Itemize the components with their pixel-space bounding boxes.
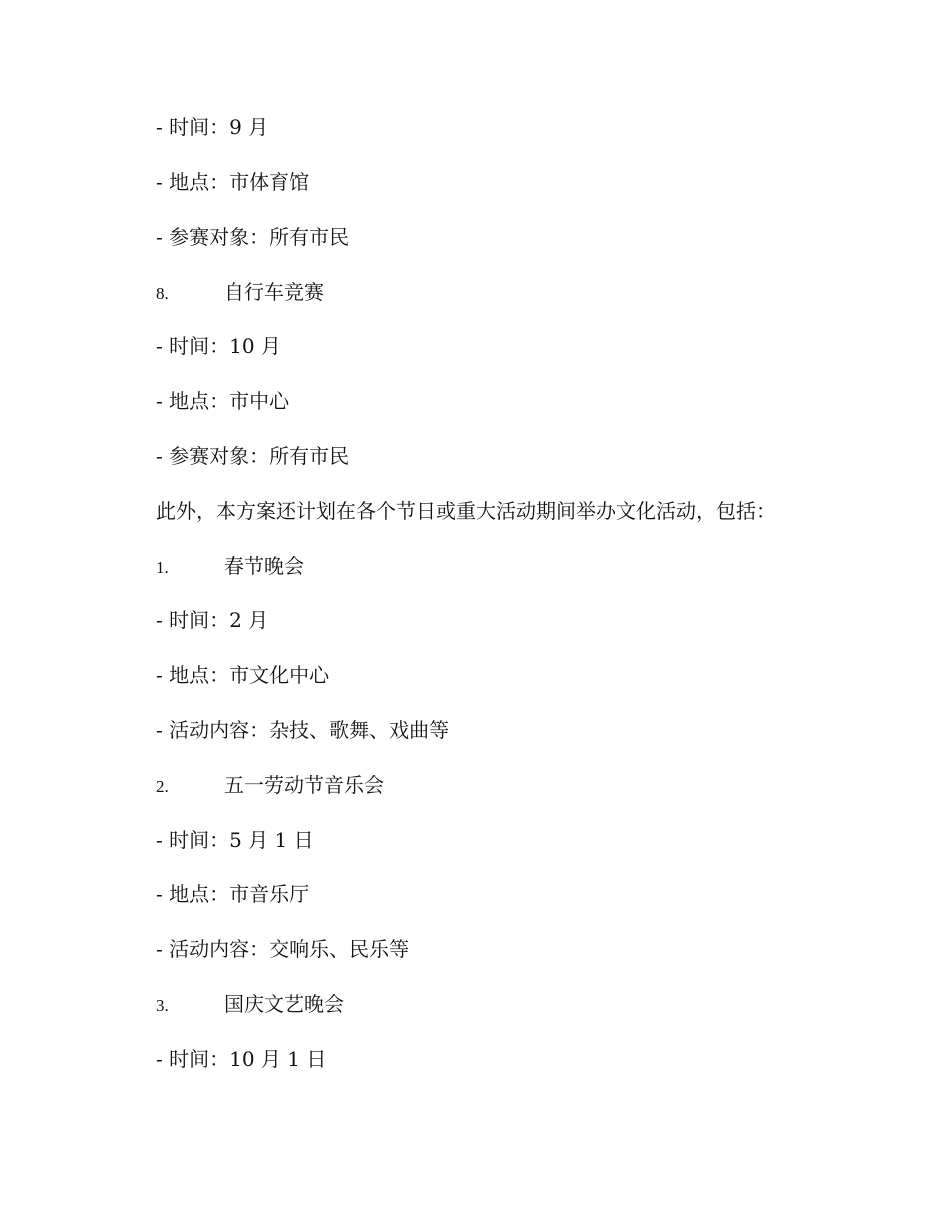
detail-line: - 地点：市音乐厅 (156, 882, 310, 906)
detail-line: - 地点：市文化中心 (156, 663, 330, 687)
detail-line: - 活动内容：杂技、歌舞、戏曲等 (156, 718, 450, 742)
numbered-item (156, 990, 344, 1020)
detail-line: - 时间：10 月 (156, 334, 281, 358)
detail-line: - 参赛对象：所有市民 (156, 225, 350, 249)
paragraph: 此外，本方案还计划在各个节日或重大活动期间举办文化活动，包括： (156, 499, 776, 523)
item-number: 1. (156, 558, 169, 577)
item-number: 3. (156, 996, 169, 1015)
item-title: 春节晚会 (224, 554, 304, 578)
numbered-item (156, 771, 384, 801)
item-number: 2. (156, 777, 169, 796)
item-title: 自行车竞赛 (224, 280, 324, 304)
detail-line: - 时间：9 月 (156, 115, 269, 139)
detail-line: - 时间：5 月 1 日 (156, 828, 314, 852)
detail-line: - 地点：市体育馆 (156, 170, 310, 194)
detail-line: - 时间：2 月 (156, 608, 269, 632)
item-title: 国庆文艺晚会 (224, 992, 344, 1016)
detail-line: - 参赛对象：所有市民 (156, 444, 350, 468)
numbered-item (156, 552, 304, 582)
detail-line: - 时间：10 月 1 日 (156, 1047, 327, 1071)
item-number: 8. (156, 284, 169, 303)
numbered-item (156, 278, 324, 308)
item-title: 五一劳动节音乐会 (224, 773, 384, 797)
detail-line: - 活动内容：交响乐、民乐等 (156, 937, 410, 961)
detail-line: - 地点：市中心 (156, 389, 290, 413)
